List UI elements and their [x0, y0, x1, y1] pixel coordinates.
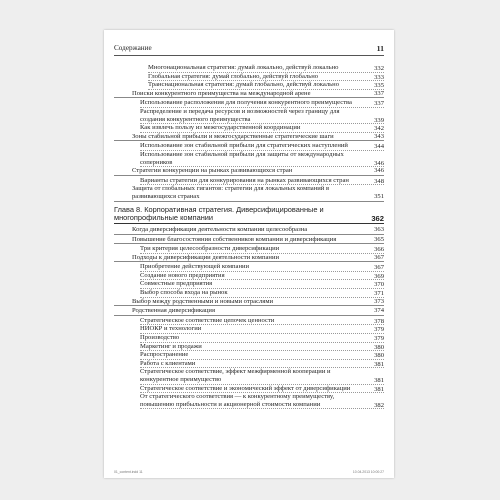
toc-entry-page: 332: [374, 65, 384, 72]
toc-entry-title: Совместные предприятия: [140, 280, 384, 289]
toc-entry-title: Глобальная стратегия: думай глобально, действуй глобально: [148, 73, 384, 82]
toc-entry-page: 369: [374, 272, 384, 280]
toc-entry-title: Варианты стратегии для конкурирования на рынках развивающихся стран: [140, 177, 384, 186]
toc-entry-title: Приобретение действующей компании: [140, 263, 384, 272]
toc-entry-title: Использование зон стабильной прибыли для защиты от международных соперников: [140, 151, 384, 167]
toc-entry-title: Стратегическое соответствие, эффект межфирменной кооперации и конкурентное преимущество: [140, 368, 384, 384]
toc-entry-page: 335: [374, 82, 384, 90]
toc-entry: [114, 272, 384, 281]
toc-entry-page: 343: [374, 132, 384, 140]
toc-entry-title: Использование зон стабильной прибыли для стратегических наступлений: [140, 142, 384, 151]
toc-entry-page: 380: [374, 352, 384, 360]
book-page: [104, 30, 394, 478]
toc-entry: [114, 393, 384, 409]
toc-entry-page: 342: [374, 125, 384, 133]
toc-entry-title: Повышение благосостояния собственников компании и диверсификация: [132, 235, 337, 243]
header-rule: [114, 55, 384, 56]
toc-entry: [114, 245, 384, 254]
print-file-name: 01_content.indd 11: [114, 470, 143, 474]
toc-entry: [114, 263, 384, 272]
toc-entry: [114, 226, 384, 235]
toc-entry-page: 367: [374, 264, 384, 272]
toc-chapter-heading: [114, 206, 384, 224]
toc-entry: [114, 142, 384, 151]
page-number: 11: [376, 44, 384, 53]
toc-entry: [114, 334, 384, 343]
toc-entry: [114, 343, 384, 352]
table-of-contents: [114, 64, 384, 409]
toc-entry-title: Создание нового предприятия: [140, 272, 384, 281]
toc-entry-title: Стратегии конкуренции на рынках развивающихся стран: [132, 167, 293, 175]
toc-entry-page: 362: [371, 213, 384, 223]
toc-entry: [114, 73, 384, 82]
toc-entry: [114, 167, 384, 176]
toc-entry: [114, 185, 384, 201]
toc-entry-page: 351: [374, 192, 384, 200]
toc-entry-page: 333: [374, 73, 384, 81]
toc-entry-page: 380: [374, 343, 384, 351]
toc-entry-title: От стратегического соответствия — к конкурентному преимуществу, повышению прибыльности и акционерной стоимости компании: [140, 393, 384, 409]
toc-entry-title: Глава 8. Корпоративная стратегия. Диверсифицированные и многопрофильные компании: [114, 204, 324, 222]
toc-entry-page: 348: [374, 177, 384, 185]
toc-entry-page: 339: [374, 116, 384, 124]
toc-entry-page: 344: [374, 143, 384, 151]
toc-entry-page: 379: [374, 326, 384, 334]
toc-entry-page: 367: [374, 253, 384, 261]
toc-entry-page: 382: [374, 401, 384, 409]
toc-entry: [114, 317, 384, 326]
toc-entry-title: Стратегическое соответствие и экономический эффект от диверсификации: [140, 385, 384, 394]
toc-entry-title: Поиски конкурентного преимущества на международной арене: [132, 89, 311, 97]
toc-entry-page: 366: [374, 246, 384, 254]
toc-entry-title: Транснациональная стратегия: думай глобально, действуй локально: [148, 81, 384, 90]
toc-entry-page: 337: [374, 89, 384, 97]
toc-entry-page: 363: [374, 225, 384, 233]
toc-entry-title: Три критерия целесообразности диверсификации: [140, 245, 384, 254]
toc-entry-title: Выбор способа входа на рынок: [140, 289, 384, 298]
toc-entry-title: Производство: [140, 334, 384, 343]
toc-entry: [114, 325, 384, 334]
toc-entry-title: Когда диверсификация деятельности компании целесообразна: [132, 225, 308, 233]
toc-entry-title: Защита от глобальных гигантов: стратегии для локальных компаний в развивающихся странах: [132, 185, 330, 200]
toc-entry-title: Многонациональная стратегия: думай локально, действуй локально: [148, 64, 384, 73]
toc-entry-page: 379: [374, 335, 384, 343]
toc-entry-page: 373: [374, 297, 384, 305]
toc-entry-title: Маркетинг и продажи: [140, 343, 384, 352]
toc-entry-page: 381: [374, 385, 384, 393]
toc-entry-title: Работа с клиентами: [140, 360, 384, 369]
toc-entry: [114, 236, 384, 245]
toc-entry-title: Подходы к диверсификации деятельности компании: [132, 253, 280, 261]
toc-entry: [114, 307, 384, 316]
print-timestamp: 10.04.2013 10:00:27: [352, 470, 384, 474]
toc-entry-page: 371: [374, 290, 384, 298]
toc-entry-page: 346: [374, 167, 384, 175]
toc-entry: [114, 368, 384, 384]
toc-entry: [114, 108, 384, 124]
toc-entry: [114, 81, 384, 90]
toc-entry-title: Использование расположения для получения конкурентного преимущества: [140, 99, 384, 108]
toc-entry: [114, 64, 384, 73]
toc-entry-title: Родственная диверсификация: [132, 307, 215, 315]
toc-entry: [114, 280, 384, 289]
toc-entry-page: 370: [374, 281, 384, 289]
toc-entry-title: НИОКР и технологии: [140, 325, 384, 334]
toc-entry-title: Как извлечь пользу из межгосударственной координации: [140, 124, 384, 133]
toc-entry: [114, 254, 384, 263]
toc-entry-page: 381: [374, 360, 384, 368]
toc-entry: [114, 90, 384, 99]
toc-entry: [114, 133, 384, 142]
toc-entry: [114, 351, 384, 360]
toc-entry-page: 337: [374, 100, 384, 108]
toc-entry-page: 378: [374, 317, 384, 325]
toc-entry-title: Выбор между родственными и новыми отраслями: [132, 297, 274, 305]
toc-entry-title: Стратегическое соответствие цепочек ценности: [140, 317, 384, 326]
toc-entry-page: 365: [374, 235, 384, 243]
toc-entry: [114, 385, 384, 394]
toc-entry-page: 381: [374, 377, 384, 384]
toc-entry-title: Распределение и передача ресурсов и возможностей через границу для создания конкурентного преимущества: [140, 108, 384, 124]
running-header-title: Содержание: [114, 44, 152, 52]
toc-entry: [114, 360, 384, 369]
toc-entry: [114, 124, 384, 133]
toc-entry-page: 346: [374, 159, 384, 167]
toc-entry: [114, 99, 384, 108]
toc-entry: [114, 151, 384, 167]
toc-entry-title: Распространение: [140, 351, 384, 360]
running-header: [114, 44, 384, 56]
toc-entry: [114, 298, 384, 307]
toc-entry-title: Зоны стабильной прибыли и межгосударственные стратегические шаги: [132, 132, 334, 140]
toc-entry-page: 374: [374, 307, 384, 315]
toc-entry: [114, 289, 384, 298]
toc-entry: [114, 177, 384, 186]
